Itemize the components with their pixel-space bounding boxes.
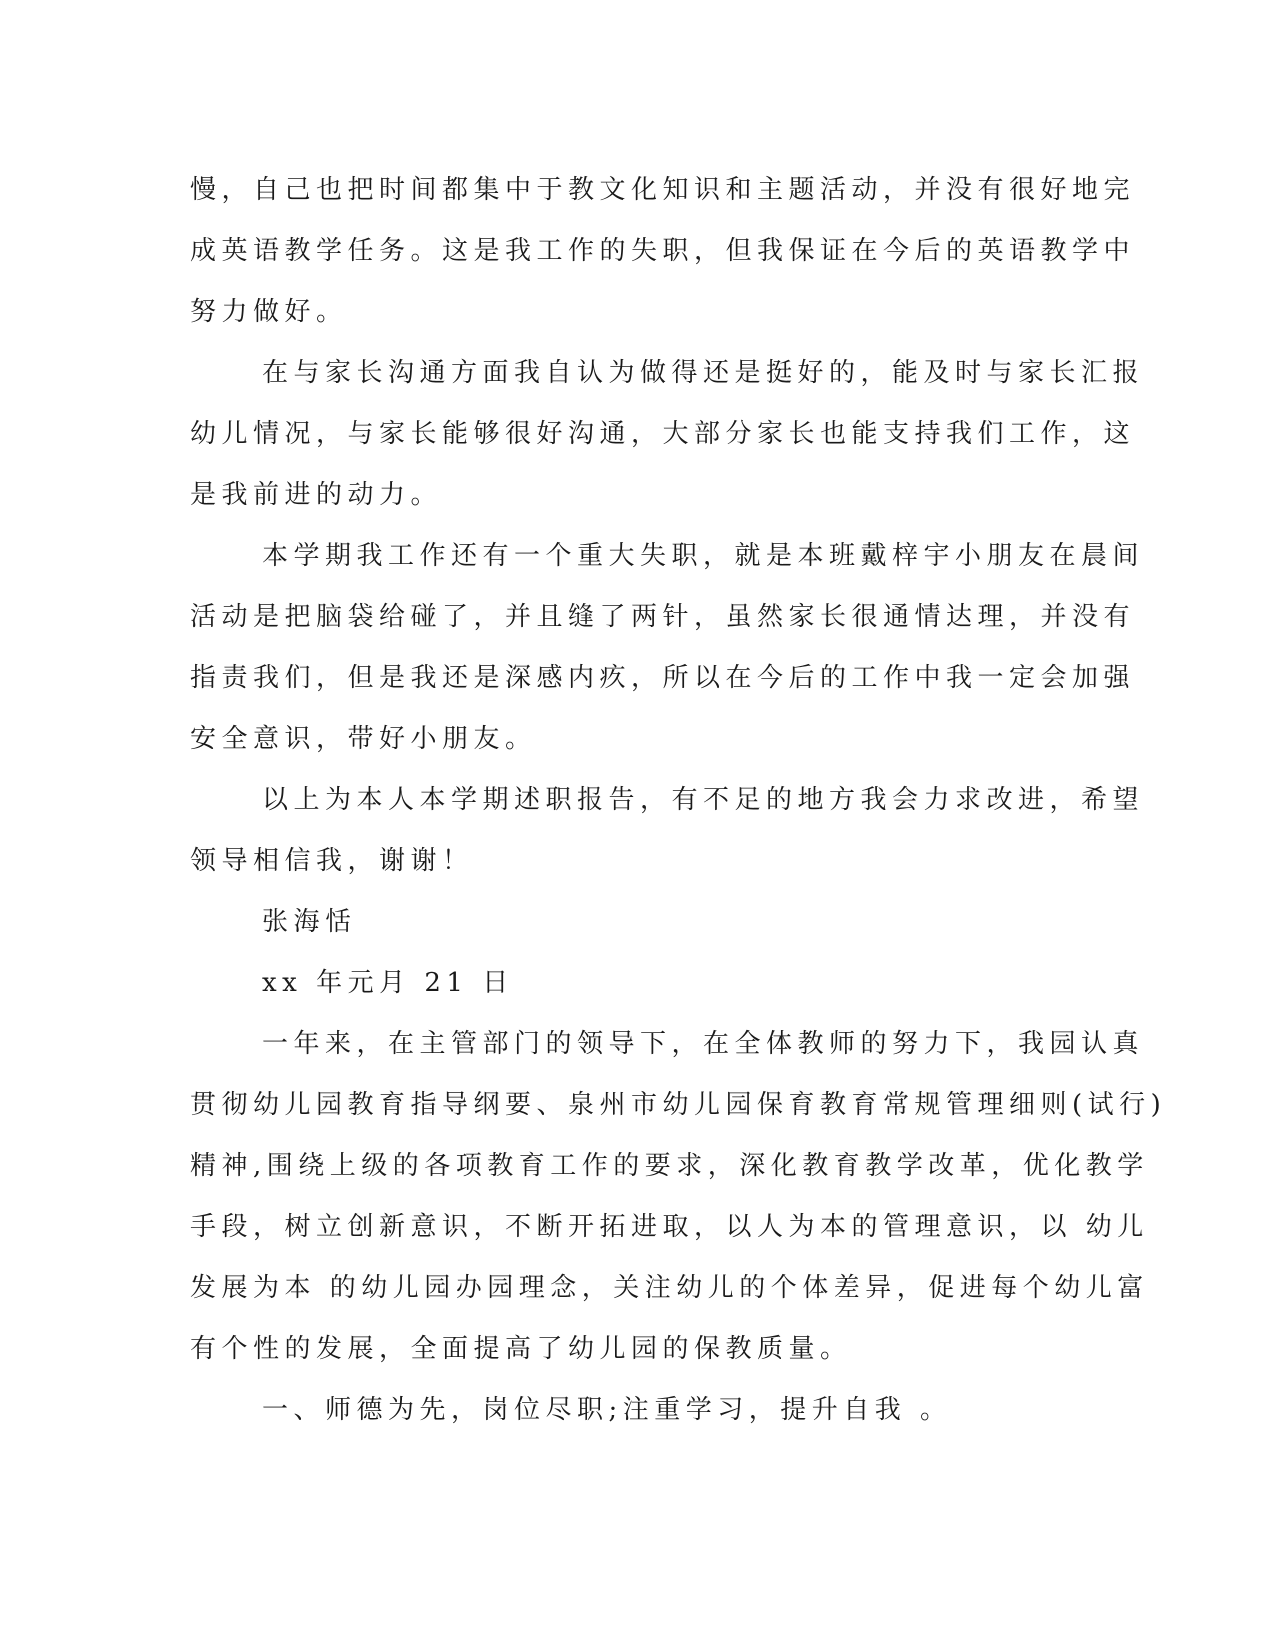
text-line: 有个性的发展，全面提高了幼儿园的保教质量。 [190, 1334, 852, 1364]
text-line: 活动是把脑袋给碰了，并且缝了两针，虽然家长很通情达理，并没有 [190, 602, 1136, 632]
signature-date: xx 年元月 21 日 [262, 968, 514, 998]
text-line: 安全意识，带好小朋友。 [190, 724, 537, 754]
text-line: 幼儿情况，与家长能够很好沟通，大部分家长也能支持我们工作，这 [190, 419, 1136, 449]
text-line: 发展为本 的幼儿园办园理念，关注幼儿的个体差异，促进每个幼儿富 [190, 1273, 1149, 1303]
text-line: 贯彻幼儿园教育指导纲要、泉州市幼儿园保育教育常规管理细则(试行) [190, 1090, 1167, 1120]
text-line: 是我前进的动力。 [190, 480, 443, 510]
text-line: 成英语教学任务。这是我工作的失职，但我保证在今后的英语教学中 [190, 236, 1136, 266]
document-body [190, 160, 1167, 1441]
paragraph-start-line: 一年来，在主管部门的领导下，在全体教师的努力下，我园认真 [262, 1029, 1145, 1059]
text-line: 手段，树立创新意识，不断开拓进取，以人为本的管理意识，以 幼儿 [190, 1212, 1149, 1242]
paragraph-start-line: 本学期我工作还有一个重大失职，就是本班戴梓宇小朋友在晨间 [262, 541, 1145, 571]
section-heading: 一、师德为先，岗位尽职;注重学习，提升自我 。 [262, 1395, 952, 1425]
text-line: 指责我们，但是我还是深感内疚，所以在今后的工作中我一定会加强 [190, 663, 1136, 693]
text-line: 慢，自己也把时间都集中于教文化知识和主题活动，并没有很好地完 [190, 175, 1136, 205]
text-line: 努力做好。 [190, 297, 348, 327]
text-line: 领导相信我，谢谢！ [190, 846, 474, 876]
paragraph-start-line: 以上为本人本学期述职报告，有不足的地方我会力求改进，希望 [262, 785, 1145, 815]
signature-name: 张海恬 [262, 907, 357, 937]
paragraph-start-line: 在与家长沟通方面我自认为做得还是挺好的，能及时与家长汇报 [262, 358, 1145, 388]
text-line: 精神,围绕上级的各项教育工作的要求，深化教育教学改革，优化教学 [190, 1151, 1149, 1181]
